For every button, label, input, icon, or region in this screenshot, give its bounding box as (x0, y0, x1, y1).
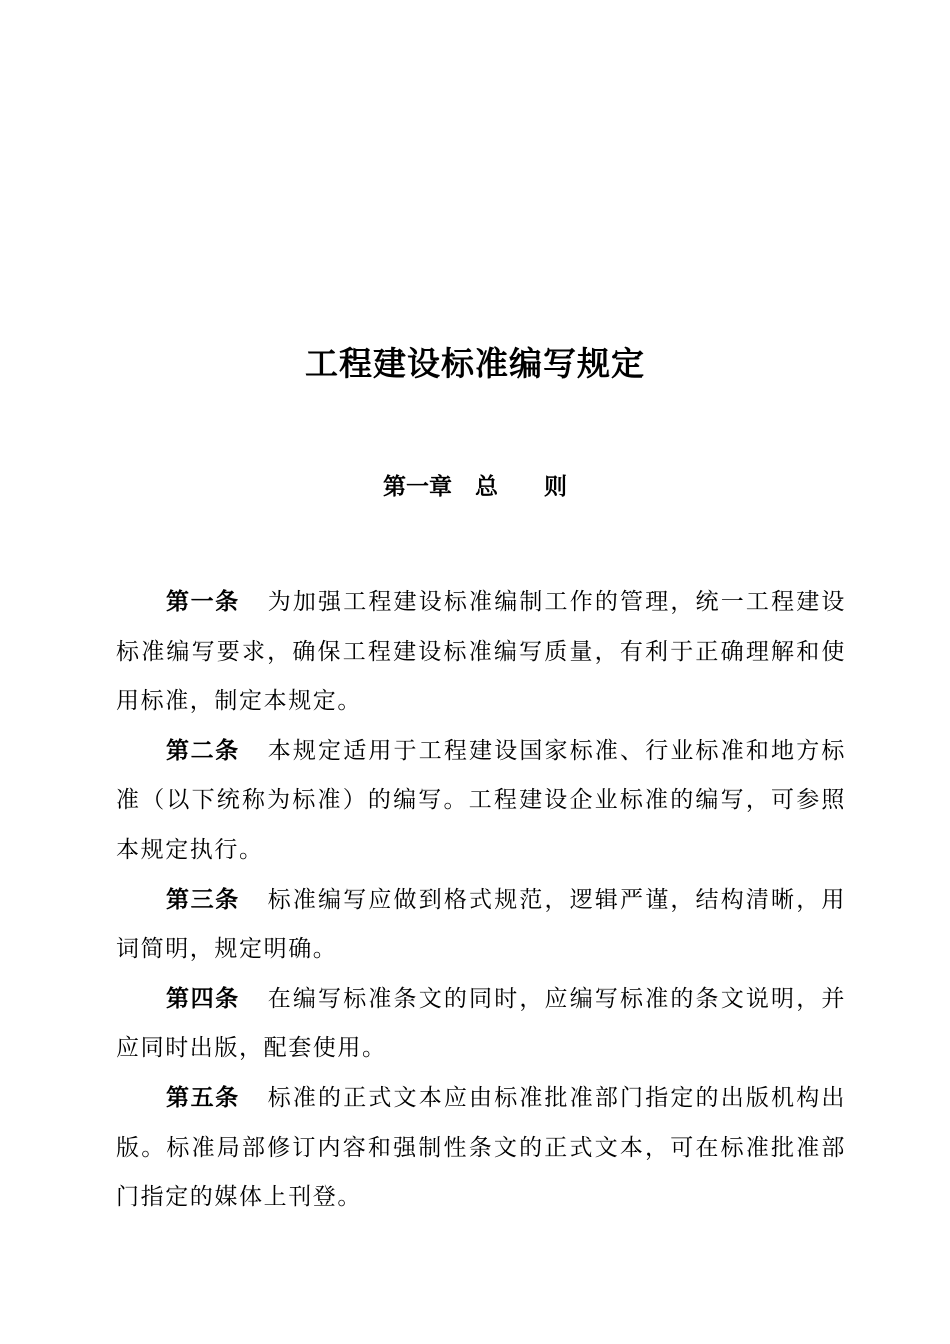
article-text: 为加强工程建设标准编制工作的管理，统一工程建设标准编写要求，确保工程建设标准编写质量，有利于正确理解和使用标准，制定本规定。 (116, 589, 846, 715)
article-text: 在编写标准条文的同时，应编写标准的条文说明，并应同时出版，配套使用。 (116, 985, 846, 1062)
article-text: 标准的正式文本应由标准批准部门指定的出版机构出版。标准局部修订内容和强制性条文的正式文本，可在标准批准部门指定的媒体上刊登。 (116, 1084, 846, 1211)
article-5 (116, 1074, 846, 1223)
article-label: 第三条 (166, 886, 240, 913)
article-list (116, 578, 846, 1223)
article-text: 本规定适用于工程建设国家标准、行业标准和地方标准（以下统称为标准）的编写。工程建设企业标准的编写，可参照本规定执行。 (116, 737, 846, 863)
article-label: 第五条 (166, 1084, 240, 1111)
article-label: 第四条 (166, 985, 240, 1012)
article-label: 第一条 (166, 589, 240, 615)
chapter-heading: 第一章 总 则 (383, 474, 567, 500)
article-text: 标准编写应做到格式规范，逻辑严谨，结构清晰，用词简明，规定明确。 (116, 886, 846, 963)
article-label: 第二条 (166, 737, 240, 764)
article-3 (116, 876, 846, 975)
article-1 (116, 578, 846, 727)
document-title: 工程建设标准编写规定 (305, 344, 645, 383)
article-2 (116, 727, 846, 876)
article-4 (116, 975, 846, 1074)
